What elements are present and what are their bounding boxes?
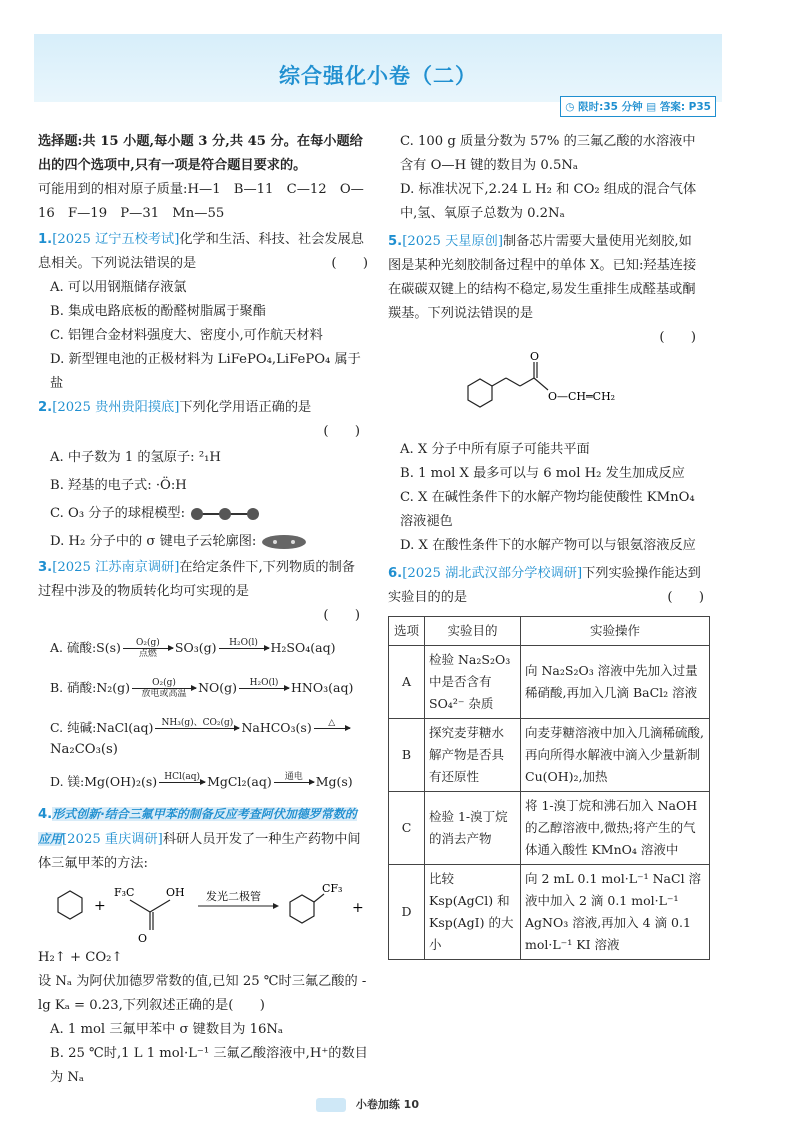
q3a-end: H₂SO₄(aq) [270,640,336,655]
atomic-masses: 可能用到的相对原子质量:H—1 B—11 C—12 O—16 F—19 P—31 Mn—55 [38,182,364,221]
q5-o: O [530,350,540,363]
q2-option-d-text: D. H₂ 分子中的 σ 键电子云轮廓图: [50,534,257,549]
q3b-m1: NO(g) [198,680,238,695]
q1-option-d[interactable]: D. 新型锂电池的正极材料为 LiFePO₄,LiFePO₄ 属于盐 [50,352,361,391]
q3a-label: A. 硫酸:S(s) [50,640,121,655]
arrow-bot [219,649,269,659]
question-6 [388,562,704,960]
q1-tag: [2025 辽宁五校考试] [52,232,180,247]
arrow-bot [239,689,289,699]
row-purpose: 探究麦芽糖水解产物是否具有还原性 [425,719,521,792]
q3d-label: D. 镁:Mg(OH)₂(s) [50,774,158,789]
q3-option-b[interactable] [38,668,368,708]
arrow [132,678,196,699]
q3-stem: 在给定条件下,下列物质的制备过程中涉及的物质转化均可实现的是 [38,560,355,599]
arrow-line [314,728,350,729]
q2-stem: 下列化学用语正确的是 [179,400,312,415]
th-purpose: 实验目的 [425,617,521,646]
q4-option-b[interactable]: B. 25 ℃时,1 L 1 mol·L⁻¹ 三氟乙酸溶液中,H⁺的数目为 Nₐ [50,1046,368,1085]
q2-option-a[interactable]: A. 中子数为 1 的氢原子: ²₁H [50,450,221,465]
q3a-c1b: 点燃 [138,649,157,659]
q3a-m1: SO₃(g) [174,640,217,655]
question-2 [38,396,368,556]
q3b-c1: O₂(g) [152,678,176,688]
q4-f3c: F₃C [114,886,135,899]
question-5 [388,230,704,558]
q3a-c1: O₂(g) [136,638,160,648]
svg-text:+: + [352,900,364,916]
th-option: 选项 [389,617,425,646]
q2-option-b[interactable]: B. 羟基的电子式: ·Ö:H [50,478,187,493]
q6-tag: [2025 湖北武汉部分学校调研] [402,566,583,581]
table-header-row [389,617,710,646]
svg-text:+: + [94,898,106,914]
q3b-end: HNO₃(aq) [291,680,354,695]
row-option: B [389,719,425,792]
arrow [239,678,289,699]
answer-icon: ▤ [646,101,657,113]
q4-number: 4. [38,807,53,822]
arrow-line [239,688,289,689]
sigma-bond-electron-cloud [261,534,307,550]
q5-option-b[interactable]: B. 1 mol X 最多可以与 6 mol H₂ 发生加成反应 [400,466,685,481]
clock-icon: ◷ [565,101,575,113]
arrow [274,772,314,793]
time-limit: 限时:35 分钟 [578,101,643,113]
q3b-c1b: 放电或高温 [141,689,187,699]
q4-given: 设 Nₐ 为阿伏加德罗常数的值,已知 25 ℃时三氟乙酸的 -lg Kₐ = 0.23,下列叙述正确的是 [38,974,367,1013]
arrow [219,638,269,659]
right-column [388,130,704,960]
q3c-end: Na₂CO₃(s) [50,742,118,757]
q2-option-c-text: C. O₃ 分子的球棍模型: [50,506,186,521]
q3a-c2: H₂O(l) [229,638,258,648]
monomer-x-structure [388,350,704,440]
q1-stem: 化学和生活、科技、社会发展息息相关。下列说法错误的是 [38,232,364,271]
q2-option-c[interactable] [38,500,368,528]
q4-products: H₂↑ + CO₂↑ [38,950,123,965]
arrow-line [219,648,269,649]
q3d-m1: MgCl₂(aq) [207,774,272,789]
arrow-bot [274,783,314,793]
q3d-c1: HCl(aq) [164,772,200,782]
arrow [159,772,205,793]
row-operation: 向麦芽糖溶液中加入几滴稀硫酸,再向所得水解液中滴入少量新制 Cu(OH)₂,加热 [521,719,710,792]
q3-paren: ( ) [323,608,360,623]
q1-number: 1. [38,232,53,247]
q4-option-d[interactable]: D. 标准状况下,2.24 L H₂ 和 CO₂ 组成的混合气体中,氢、氧原子总数为 0.2Nₐ [400,182,697,221]
q3c-c2: △ [328,718,336,728]
q1-option-a[interactable]: A. 可以用钢瓶储存液氯 [50,280,187,295]
table-row[interactable] [389,646,710,719]
arrow [314,718,350,739]
q4-o: O [138,932,148,945]
row-operation: 向 2 mL 0.1 mol·L⁻¹ NaCl 溶液中加入 2 滴 0.1 mol·L⁻¹ AgNO₃ 溶液,再加入 4 滴 0.1 mol·L⁻¹ KI 溶液 [521,865,710,960]
q2-paren: ( ) [323,424,360,439]
q3d-c2: 通电 [284,772,303,782]
arrow-bot [155,729,239,739]
page-footer [316,1096,419,1112]
page-title: 综合强化小卷（二） [279,64,477,88]
q5-paren: ( ) [659,330,696,345]
q6-number: 6. [388,566,403,581]
q6-stem: 下列实验操作能达到实验目的的是 [388,566,701,605]
arrow-line [155,728,239,729]
row-operation: 向 Na₂S₂O₃ 溶液中先加入过量稀硝酸,再加入几滴 BaCl₂ 溶液 [521,646,710,719]
arrow-line [159,782,205,783]
q6-paren: ( ) [667,590,704,605]
q5-option-a[interactable]: A. X 分子中所有原子可能共平面 [400,442,590,457]
question-1 [38,228,368,396]
q3c-c1: NH₃(g)、CO₂(g) [161,718,234,728]
q1-paren: ( ) [331,256,368,271]
q4-condition: 发光二极管 [206,890,261,903]
question-4 [38,802,368,1090]
ozone-ball-stick-model [189,507,261,521]
q3b-c2: H₂O(l) [249,678,279,688]
intro-text: 选择题:共 15 小题,每小题 3 分,共 45 分。在每小题给出的四个选项中,只有一项是符合题目要求的。 [38,134,363,173]
row-option: C [389,792,425,865]
q5-stem: 制备芯片需要大量使用光刻胶,如图是某种光刻胶制备过程中的单体 X。已知:羟基连接在碳碳双键上的结构不稳定,易发生重排生成醛基或酮羰基。下列说法错误的是 [388,234,697,321]
q5-option-c[interactable]: C. X 在碱性条件下的水解产物均能使酸性 KMnO₄ 溶液褪色 [400,490,695,529]
q1-option-b[interactable]: B. 集成电路底板的酚醛树脂属于聚酯 [50,304,266,319]
q2-option-d[interactable] [38,528,368,556]
arrow-bot [159,783,205,793]
q3d-end: Mg(s) [315,774,353,789]
q6-table [388,616,710,960]
q4-option-c[interactable]: C. 100 g 质量分数为 57% 的三氟乙酸的水溶液中含有 O—H 键的数目为 0.5Nₐ [400,134,696,173]
q4-oh: OH [166,886,185,899]
arrow [155,718,239,739]
q3-option-d[interactable] [38,762,368,802]
answer-page: 答案: P35 [659,101,711,113]
q3-number: 3. [38,560,53,575]
q4-stem: 科研人员开发了一种生产药物中间体三氟甲苯的方法: [38,832,361,871]
footer-text: 小卷加练 10 [355,1098,419,1111]
arrow-line [123,648,173,649]
row-option: A [389,646,425,719]
q3b-label: B. 硝酸:N₂(g) [50,680,131,695]
header-banner [34,34,722,102]
time-limit-badge [560,96,716,117]
arrow-line [132,688,196,689]
q4-cf3: CF₃ [322,882,343,895]
q4-option-a[interactable]: A. 1 mol 三氟甲苯中 σ 键数目为 16Nₐ [50,1022,284,1037]
q5-number: 5. [388,234,403,249]
q3c-m1: NaHCO₃(s) [241,720,312,735]
row-purpose: 检验 1-溴丁烷的消去产物 [425,792,521,865]
th-operation: 实验操作 [521,617,710,646]
q1-option-c[interactable]: C. 铝锂合金材料强度大、密度小,可作航天材料 [50,328,323,343]
q5-structure [388,350,704,460]
q5-option-d[interactable]: D. X 在酸性条件下的水解产物可以与银氨溶液反应 [400,538,696,553]
q4-tag: [2025 重庆调研] [62,832,163,847]
trifluorotoluene-reaction [38,876,368,946]
question-3 [38,556,368,802]
q2-tag: [2025 贵州贵阳摸底] [52,400,180,415]
q4-paren: ( ) [228,998,265,1013]
q3-option-a[interactable] [38,628,368,668]
q3c-label: C. 纯碱:NaCl(aq) [50,720,154,735]
arrow [123,638,173,659]
row-option: D [389,865,425,960]
q3-tag: [2025 江苏南京调研] [52,560,180,575]
q4-reaction-scheme [38,876,368,946]
table-row[interactable] [389,719,710,792]
publisher-logo-icon [316,1098,346,1112]
q5-tag: [2025 天星原创] [402,234,503,249]
left-column [38,130,368,1090]
arrow-line [274,782,314,783]
q4-highlight: 形式创新·结合三氟甲苯的制备反应考查阿伏加德罗常数的应用 [38,807,357,846]
row-operation: 将 1-溴丁烷和沸石加入 NaOH 的乙醇溶液中,微热;将产生的气体通入酸性 KMnO₄ 溶液中 [521,792,710,865]
q2-number: 2. [38,400,53,415]
row-purpose: 检验 Na₂S₂O₃ 中是否含有 SO₄²⁻ 杂质 [425,646,521,719]
table-row[interactable] [389,792,710,865]
q5-struct-label: O—CH═CH₂ [548,390,616,403]
row-purpose: 比较 Ksp(AgCl) 和 Ksp(AgI) 的大小 [425,865,521,960]
table-row[interactable] [389,865,710,960]
